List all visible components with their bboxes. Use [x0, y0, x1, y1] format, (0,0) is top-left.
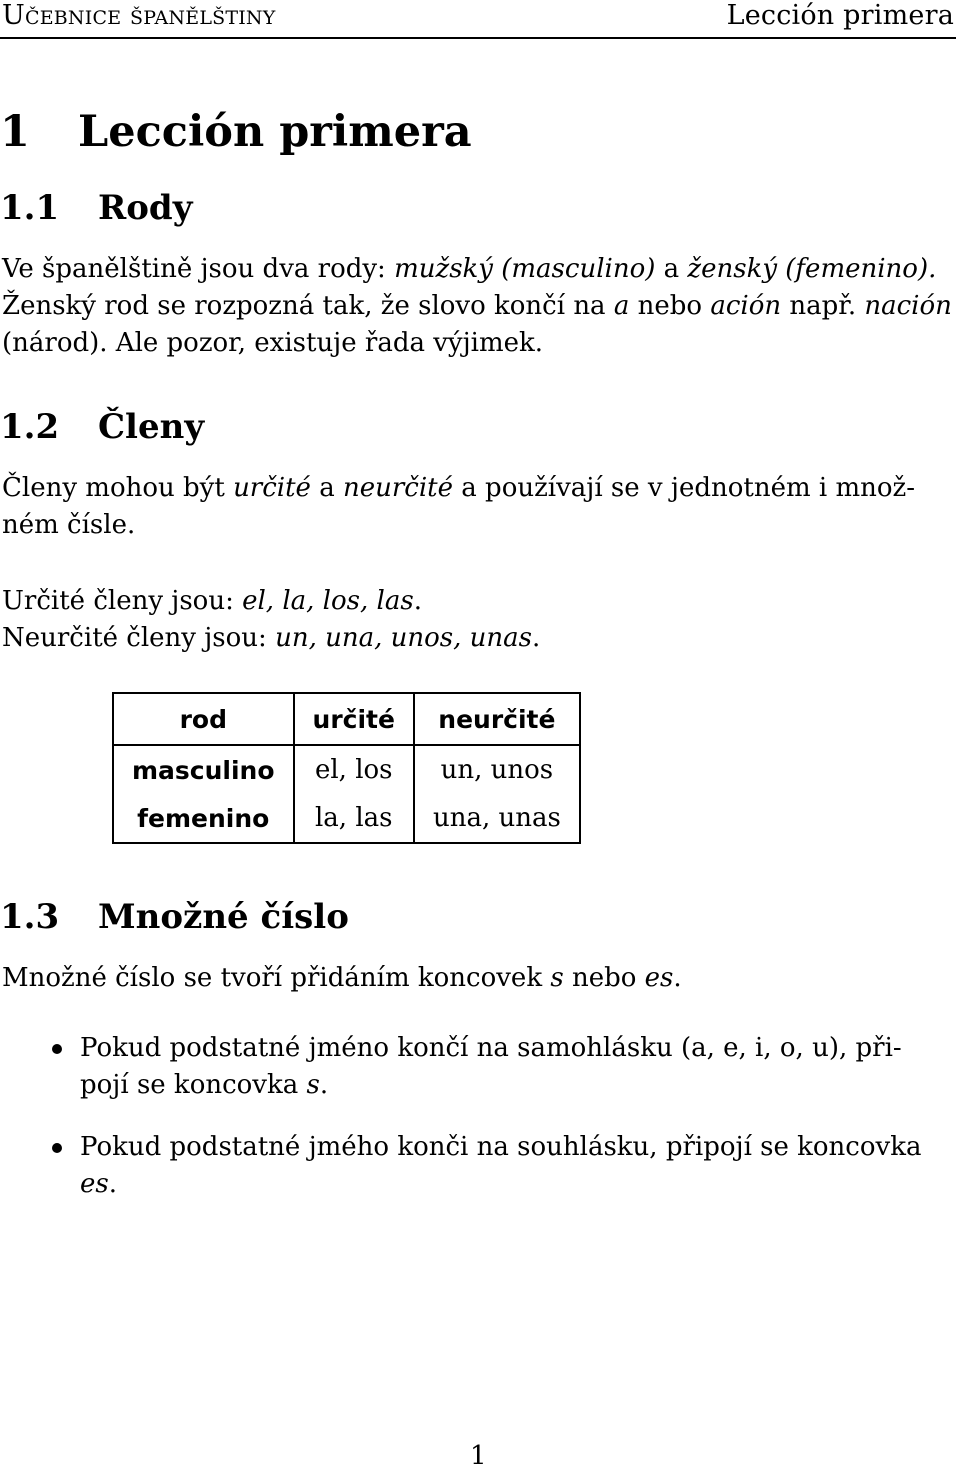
paragraph-cleny — [2, 470, 915, 544]
subsection-title: Množné číslo — [98, 897, 349, 937]
text: Ve španělštině jsou dva rody: — [2, 254, 395, 284]
table-header-row — [113, 693, 580, 745]
table-cell: el, los — [294, 745, 414, 794]
text-line — [80, 1166, 921, 1203]
table-cell: femenino — [113, 794, 294, 843]
table-header-cell: neurčité — [414, 693, 580, 745]
emphasis-text: es — [644, 963, 674, 993]
table-row — [113, 794, 580, 843]
emphasis-text: určité — [233, 473, 311, 503]
subsection-title: Rody — [98, 188, 193, 228]
running-head-left: Učebnice španělštiny — [2, 0, 276, 31]
text: . — [319, 1070, 329, 1100]
text: např. — [781, 291, 865, 321]
subsection-title: Členy — [98, 407, 205, 447]
emphasis-text: ženský (femenino). — [687, 254, 937, 284]
emphasis-text: mužský (masculino) — [394, 254, 656, 284]
text-line: (národ). Ale pozor, existuje řada výjimek. — [2, 328, 544, 358]
emphasis-text: es — [80, 1169, 109, 1199]
text: pojí se koncovka — [80, 1070, 307, 1100]
bullet-icon — [52, 1044, 62, 1054]
text: Členy mohou být — [2, 473, 234, 503]
text: . — [673, 963, 682, 993]
text: a — [310, 473, 343, 503]
list-item — [80, 1129, 921, 1203]
text-line — [80, 1067, 902, 1104]
table-cell: una, unas — [414, 794, 580, 843]
emphasis-text: s — [306, 1070, 320, 1100]
text: a — [655, 254, 688, 284]
running-head-right: Lección primera — [726, 0, 954, 31]
text: . — [108, 1169, 117, 1199]
table-header-cell: určité — [294, 693, 414, 745]
emphasis-text: el, la, los, las — [242, 586, 414, 616]
list-item — [80, 1030, 902, 1104]
subsection-heading-mnozne — [0, 897, 349, 937]
text: Ženský rod se rozpozná tak, že slovo končí na — [2, 291, 614, 321]
header-rule — [0, 37, 956, 39]
text: Neurčité členy jsou: — [2, 623, 276, 653]
section-number: 1 — [0, 107, 30, 157]
text-line — [2, 288, 952, 325]
text-line — [2, 470, 915, 507]
table-row — [113, 745, 580, 794]
text-line: ném čísle. — [2, 510, 136, 540]
table-header-cell: rod — [113, 693, 294, 745]
subsection-number: 1.3 — [0, 897, 60, 937]
text: a používají se v jednotném i množ- — [453, 473, 915, 503]
subsection-heading-cleny — [0, 407, 204, 447]
subsection-heading-rody — [0, 188, 192, 228]
paragraph-articles — [2, 583, 540, 657]
paragraph-plural — [2, 960, 682, 997]
text: . — [531, 623, 541, 653]
table-cell: la, las — [294, 794, 414, 843]
page-number: 1 — [470, 1441, 487, 1471]
text: Určité členy jsou: — [2, 586, 243, 616]
emphasis-text: ación — [710, 291, 782, 321]
articles-table — [112, 692, 581, 844]
text: nebo — [629, 291, 711, 321]
text-line: Pokud podstatné jméno končí na samohlásku (a, e, i, o, u), při- — [80, 1033, 902, 1063]
emphasis-text: nación — [864, 291, 952, 321]
table-cell: un, unos — [414, 745, 580, 794]
subsection-number: 1.2 — [0, 407, 60, 447]
emphasis-text: s — [550, 963, 564, 993]
emphasis-text: a — [613, 291, 630, 321]
emphasis-text: neurčité — [342, 473, 454, 503]
text: . — [413, 586, 422, 616]
section-title: Lección primera — [78, 107, 472, 157]
section-heading — [0, 107, 472, 157]
indefinite-articles-line — [2, 620, 540, 657]
subsection-number: 1.1 — [0, 188, 60, 228]
text-line — [2, 251, 952, 288]
emphasis-text: un, una, unos, unas — [275, 623, 532, 653]
text: Množné číslo se tvoří přidáním koncovek — [2, 963, 551, 993]
text-line: Pokud podstatné jmého konči na souhlásku, připojí se koncovka — [80, 1132, 922, 1162]
definite-articles-line — [2, 583, 540, 620]
text-line — [2, 960, 682, 997]
text: nebo — [563, 963, 645, 993]
paragraph-rody — [2, 251, 952, 362]
bullet-icon — [52, 1143, 62, 1153]
table-cell: masculino — [113, 745, 294, 794]
